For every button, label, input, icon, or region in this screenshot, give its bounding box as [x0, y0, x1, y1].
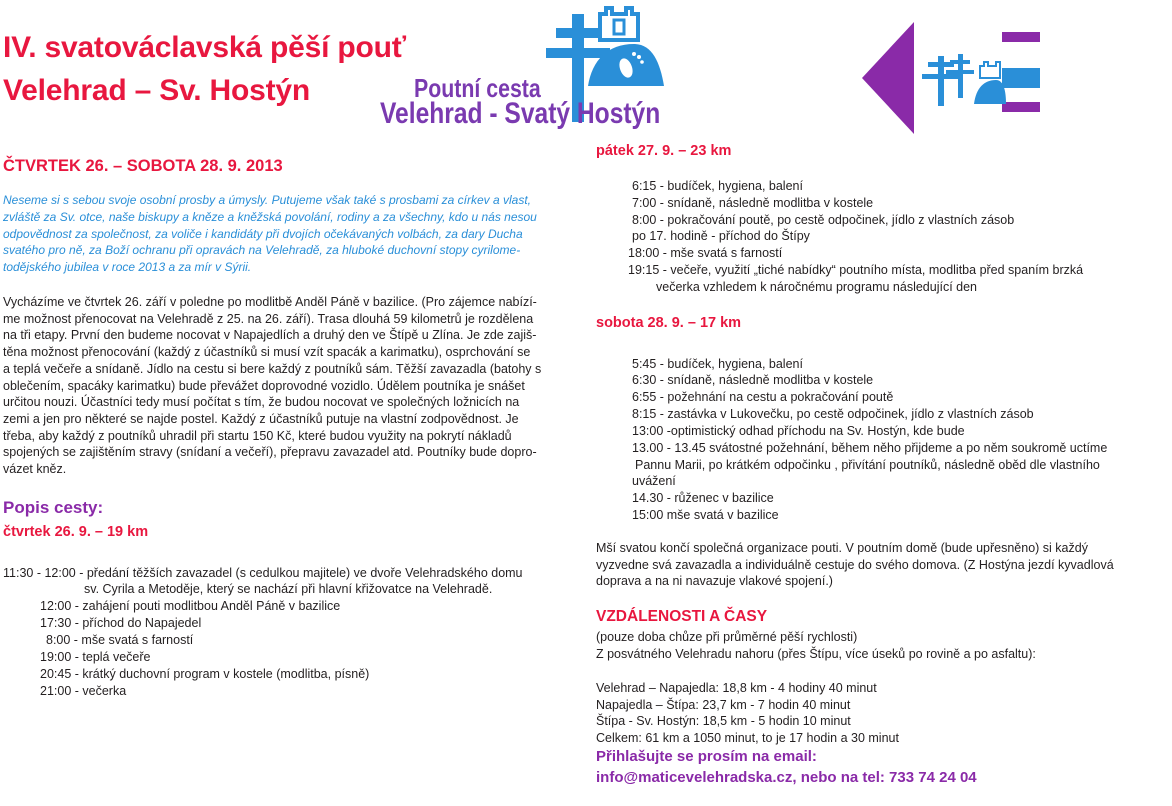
day2-item: večerka vzhledem k náročnému programu následující den — [656, 280, 978, 294]
intro-paragraph — [3, 192, 551, 276]
day1-item: 12:00 - zahájení pouti modlitbou Anděl Páně v bazilice — [40, 599, 341, 613]
signup-contact[interactable]: info@maticevelehradska.cz, nebo na tel: 733 74 24 04 — [596, 769, 977, 786]
day1-item: 20:45 - krátký duchovní program v kostele (modlitba, písně) — [40, 667, 370, 681]
body-line: zemi a jen pro některé se najde postel. Každý z účastníků putuje na vlastní zodpovědnost. Je — [3, 411, 519, 426]
logo-line-1: Poutní cesta — [414, 73, 541, 103]
closing-line: vyzvedne svá zavazadla a individuálně cestuje do svého domova. (Z Hostýna jezdí kyvadlová — [596, 557, 1114, 572]
day1-item: sv. Cyrila a Metoděje, který se nachází při hlavní křižovatce na Velehradě. — [84, 582, 493, 596]
signup-line-1: Přihlašujte se prosím na email: — [596, 748, 817, 765]
day1-item: 21:00 - večerka — [40, 684, 127, 698]
day3-item: uvážení — [632, 474, 676, 488]
distance-row: Štípa - Sv. Hostýn: 18,5 km - 5 hodin 10 minut — [596, 714, 851, 728]
closing-line: doprava a na ni navazuje vlakové spojení.) — [596, 574, 833, 589]
closing-line: Mší svatou končí společná organizace pouti. V poutním domě (bude upřesněno) si každý — [596, 541, 1088, 555]
day3-item: Pannu Marii, po krátkém odpočinku , přivítání poutníků, následně oběd dle vlastního — [635, 458, 1100, 472]
distances-note: (pouze doba chůze při průměrné pěší rychlosti) — [596, 630, 858, 644]
body-line: těna možnost přenocování (každý z účastníků si musí vzít spacák a karimatku), osprchování se — [3, 345, 531, 360]
body-line: spojených se zajištěním stravy (snídaní a večeří), přepravu zavazadel atd. Poutníky bude dopro- — [3, 445, 537, 460]
day2-item: 6:15 - budíček, hygiena, balení — [632, 179, 803, 193]
body-line: me možnost přenocovat na Velehradě z 25. na 26. září). Trasa dlouhá 59 kilometrů je rozdělena — [3, 311, 534, 326]
logo-line-2: Velehrad - Svatý Hostýn — [380, 97, 661, 130]
body-line: na tři etapy. První den budeme nocovat v Napajedlích a druhý den ve Štípě u Zlína. Je zde zajiš- — [3, 328, 537, 343]
direction-arrow-graphic — [862, 22, 1042, 134]
logo-poutni-cesta — [378, 0, 678, 135]
day3-item: 14.30 - růženec v bazilice — [632, 491, 774, 505]
day3-item: 6:30 - snídaně, následně modlitba v kostele — [632, 373, 874, 387]
day3-heading: sobota 28. 9. – 17 km — [596, 315, 742, 331]
distance-row: Celkem: 61 km a 1050 minut, to je 17 hodin a 30 minut — [596, 731, 899, 745]
day3-item: 13.00 - 13.45 svátostné požehnání, během něho přijdeme a po něm soukromě uctíme — [632, 441, 1108, 455]
intro-line: odpovědnost za společnost, za voliče i kandidáty při dvojích očekávaných volbách, za dary Ducha — [3, 226, 523, 241]
closing-paragraph — [596, 540, 1114, 590]
body-line: a teplá večeře a snídaně. Jídlo na cestu si bere každý z poutníků sám. Těžší zavazadla (batohy s — [3, 361, 542, 376]
day3-item: 15:00 mše svatá v bazilice — [632, 508, 779, 522]
day2-heading: pátek 27. 9. – 23 km — [596, 143, 732, 159]
route-heading: Popis cesty: — [3, 498, 104, 517]
day1-item: 19:00 - teplá večeře — [40, 650, 151, 664]
distances-intro: Z posvátného Velehradu nahoru (přes Štípu, více úseků po rovině a po asfaltu): — [596, 647, 1036, 661]
day2-item: 18:00 - mše svatá s farností — [628, 246, 783, 260]
intro-line: todějského jubilea v roce 2013 a za mír v Sýrii. — [3, 260, 252, 275]
title-line-1: IV. svatováclavská pěší pouť — [3, 31, 406, 64]
event-dates: ČTVRTEK 26. – SOBOTA 28. 9. 2013 — [3, 157, 283, 175]
title-line-2: Velehrad – Sv. Hostýn — [3, 74, 311, 107]
body-line: třeba, aby každý z poutníků uhradil při startu 150 Kč, které budou využity na pokrytí nákladů — [3, 428, 512, 443]
day1-item: 11:30 - 12:00 - předání těžších zavazadel (s cedulkou majitele) ve dvoře Velehradského domu — [3, 566, 523, 580]
day3-item: 6:55 - požehnání na cestu a pokračování poutě — [632, 390, 894, 404]
day1-heading: čtvrtek 26. 9. – 19 km — [3, 524, 149, 540]
day1-item: 17:30 - příchod do Napajedel — [40, 616, 202, 630]
day2-item: 7:00 - snídaně, následně modlitba v kostele — [632, 196, 874, 210]
body-line: Vycházíme ve čtvrtek 26. září v poledne po modlitbě Anděl Páně v bazilice. (Pro zájemce nabízí- — [3, 295, 537, 309]
body-line: vázet kněz. — [3, 462, 67, 477]
day2-item: po 17. hodině - příchod do Štípy — [632, 229, 810, 243]
distances-heading: VZDÁLENOSTI A ČASY — [596, 608, 768, 625]
day2-item: 19:15 - večeře, využití „tiché nabídky“ poutního místa, modlitba před spaním brzká — [628, 263, 1084, 277]
day3-item: 13:00 -optimistický odhad příchodu na Sv. Hostýn, kde bude — [632, 424, 965, 438]
day3-item: 8:15 - zastávka v Lukovečku, po cestě odpočinek, jídlo z vlastních zásob — [632, 407, 1034, 421]
info-paragraph — [3, 294, 551, 478]
intro-line: svatého pro ně, za Boží ochranu při opravách na Velehradě, za hluboké duchovní stopy cyrilome- — [3, 243, 521, 258]
day3-item: 5:45 - budíček, hygiena, balení — [632, 357, 803, 371]
intro-line: Neseme si s sebou svoje osobní prosby a úmysly. Putujeme však také s prosbami za církev a vlast, — [3, 193, 531, 207]
body-line: určitou nouzi. Účastníci tedy musí počítat s tím, že budou nocovat ve společných ložnicích na — [3, 395, 520, 410]
intro-line: zvláště za Sv. otce, naše biskupy a kněze a kněžská povolání, rodiny a za všechny, kdo u nás nesou — [3, 209, 537, 224]
day1-item: 8:00 - mše svatá s farností — [46, 633, 194, 647]
day2-item: 8:00 - pokračování poutě, po cestě odpočinek, jídlo z vlastních zásob — [632, 213, 1015, 227]
body-line: oblečením, spacáky karimatku) bude převážet doprovodné vozidlo. Údělem poutníka je snášet — [3, 378, 525, 393]
distance-row: Napajedla – Štípa: 23,7 km - 7 hodin 40 minut — [596, 698, 851, 712]
arrow-left-icon — [862, 22, 1042, 134]
distance-row: Velehrad – Napajedla: 18,8 km - 4 hodiny 40 minut — [596, 681, 877, 695]
